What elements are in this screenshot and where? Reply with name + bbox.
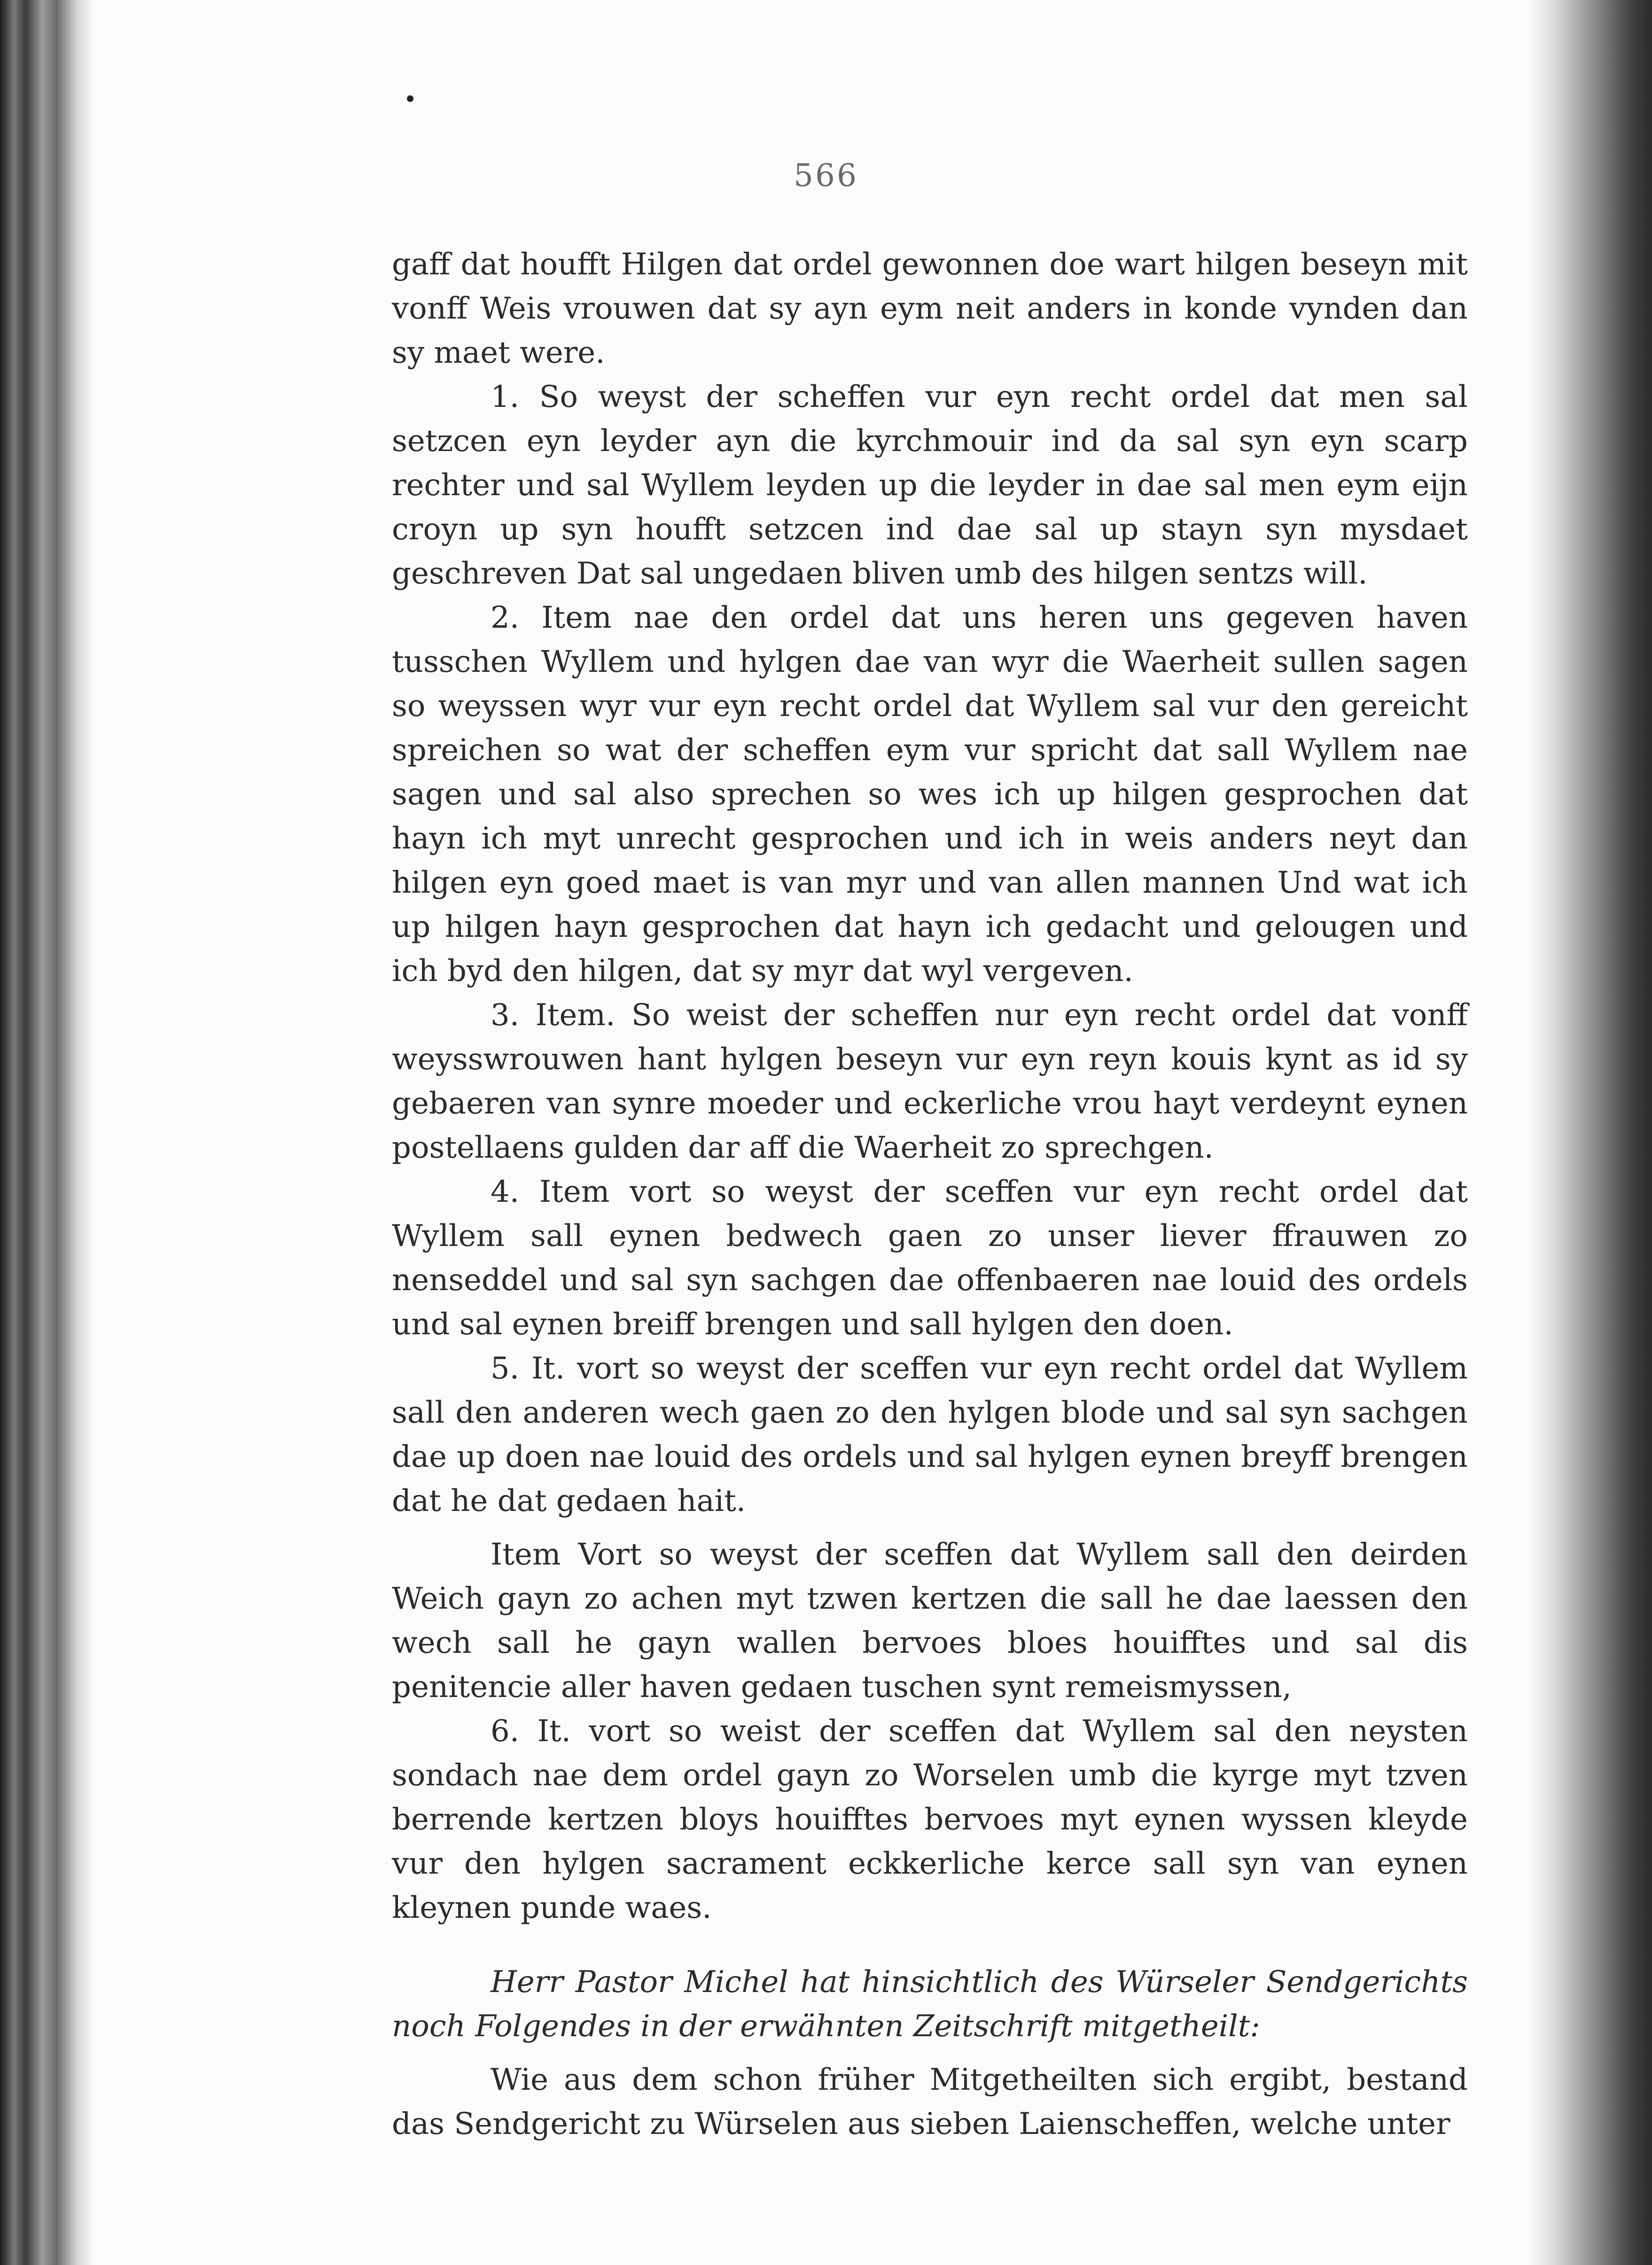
paragraph-closing: Wie aus dem schon früher Mitgetheilten sich ergibt, bestand das Sendgericht zu Würselen aus sieben Laienscheffen, welche unter — [392, 2063, 1468, 2141]
page-number: 566 — [794, 157, 858, 194]
paragraph-continuation: gaff dat houfft Hilgen dat ordel gewonnen doe wart hilgen beseyn mit vonff Weis vrouwen dat sy ayn eym neit anders in konde vynden dan sy maet were. — [392, 247, 1468, 370]
paragraph-ordel-5: 5. It. vort so weyst der sceffen vur eyn recht ordel dat Wyllem sall den anderen wech gaen zo den hylgen blode und sal syn sachgen dae up doen nae louid des ordels und sal hylgen eynen breyff brengen dat he dat gedaen hait. — [392, 1351, 1468, 1518]
ink-dot-mark — [407, 95, 413, 102]
paragraph-ordel-6: 6. It. vort so weist der sceffen dat Wyllem sal den neysten sondach nae dem ordel gayn zo Worselen umb die kyrge myt tzven berrende kertzen bloys houifftes bervoes myt eynen wyssen kleyde vur den hylgen sacrament eckkerliche kerce sall syn van eynen kleynen punde waes. — [392, 1714, 1468, 1925]
section-heading: Herr Pastor Michel hat hinsichtlich des Würseler Sendgerichts noch Folgendes in der erwähnten Zeitschrift mitgetheilt: — [392, 1965, 1468, 2044]
paragraph-ordel-3: 3. Item. So weist der scheffen nur eyn recht ordel dat vonff weysswrouwen hant hylgen beseyn vur eyn reyn kouis kynt as id sy gebaeren van synre moeder und eckerliche vrou hayt verdeynt eynen postellaens gulden dar aff die Waerheit zo sprechgen. — [392, 998, 1468, 1165]
paragraph-item-vort: Item Vort so weyst der sceffen dat Wyllem sall den deirden Weich gayn zo achen myt tzwen kertzen die sall he dae laessen den wech sall he gayn wallen bervoes bloes houifftes und sal dis penitencie aller haven gedaen tuschen synt remeismyssen, — [392, 1537, 1468, 1705]
left-binding-shadow — [0, 0, 94, 2265]
right-binding-shadow — [1530, 0, 1652, 2265]
paragraph-ordel-1: 1. So weyst der scheffen vur eyn recht ordel dat men sal setzcen eyn leyder ayn die kyrchmouir ind da sal syn eyn scarp rechter und sal Wyllem leyden up die leyder in dae sal men eym eijn croyn up syn houfft setzcen ind dae sal up stayn syn mysdaet geschreven Dat sal ungedaen bliven umb des hilgen sentzs will. — [392, 380, 1468, 591]
paragraph-ordel-2: 2. Item nae den ordel dat uns heren uns gegeven haven tusschen Wyllem und hylgen dae van wyr die Waerheit sullen sagen so weyssen wyr vur eyn recht ordel dat Wyllem sal vur den gereicht spreichen so wat der scheffen eym vur spricht dat sall Wyllem nae sagen und sal also sprechen so wes ich up hilgen gesprochen dat hayn ich myt unrecht gesprochen und ich in weis anders neyt dan hilgen eyn goed maet is van myr und van allen mannen Und wat ich up hilgen hayn gesprochen dat hayn ich gedacht und gelougen und ich byd den hilgen, dat sy myr dat wyl vergeven. — [392, 600, 1468, 989]
text-block — [392, 242, 1468, 2146]
paragraph-ordel-4: 4. Item vort so weyst der sceffen vur eyn recht ordel dat Wyllem sall eynen bedwech gaen zo unser liever ffrauwen zo nenseddel und sal syn sachgen dae offenbaeren nae louid des ordels und sal eynen breiff brengen und sall hylgen den doen. — [392, 1175, 1468, 1342]
